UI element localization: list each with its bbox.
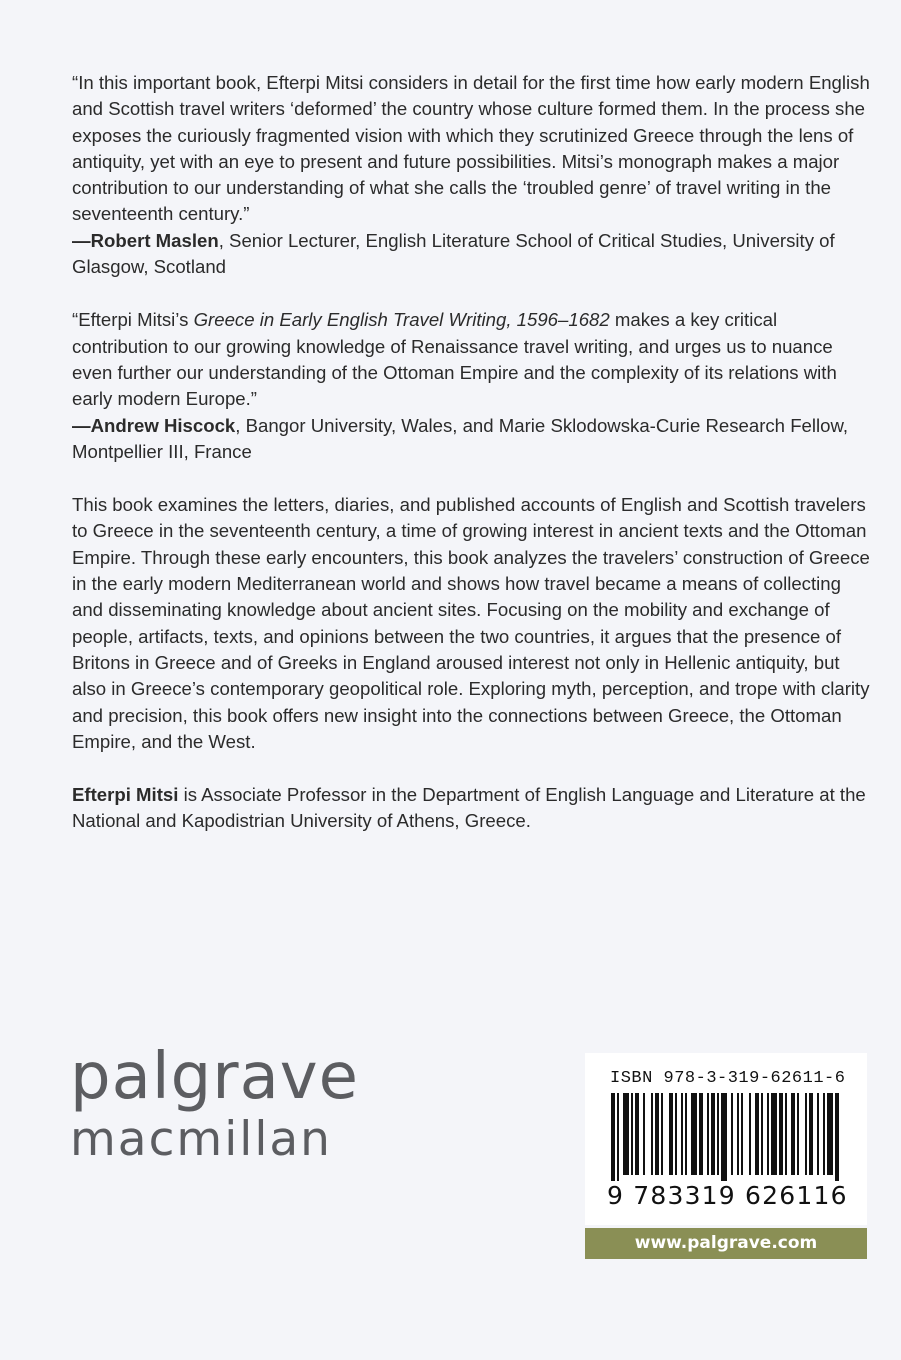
barcode-bar <box>741 1093 743 1175</box>
bio-text <box>72 782 872 835</box>
barcode-bar <box>631 1093 633 1175</box>
barcode-bar <box>835 1093 839 1181</box>
quote-text: “In this important book, Efterpi Mitsi considers in detail for the first time how early modern English and Scottish travel writers ‘deformed’ the country whose culture formed them. In the process she exposes the curiously fragmented vision with which they scrutinized Greece through the lens of antiquity, yet with an eye to present and future possibilities. Mitsi’s monograph makes a major contribution to our understanding of what she calls the ‘troubled genre’ of travel writing in the seventeenth century.” <box>72 72 870 225</box>
quote-text-before: “Efterpi Mitsi’s <box>72 309 194 331</box>
barcode-bar <box>749 1093 751 1175</box>
author-name: Efterpi Mitsi <box>72 784 179 806</box>
quote-affiliation: , Senior Lecturer, English Literature School of Critical Studies, University of Glasgow, Scotland <box>72 229 835 278</box>
barcode-bar <box>827 1093 833 1175</box>
review-quote-maslen <box>72 70 872 280</box>
review-quote-hiscock <box>72 307 872 465</box>
barcode-bar <box>797 1093 799 1175</box>
barcode-bar <box>617 1093 619 1181</box>
quote-author: —Robert Maslen <box>72 229 219 251</box>
barcode-bar <box>761 1093 763 1175</box>
quote-attribution <box>72 228 872 281</box>
publisher-website[interactable]: www.palgrave.com <box>585 1228 867 1259</box>
barcode-bar <box>691 1093 697 1175</box>
quote-affiliation: , Bangor University, Wales, and Marie Sklodowska-Curie Research Fellow, Montpellier III, France <box>72 414 849 462</box>
barcode-bar <box>623 1093 629 1175</box>
barcode-bar <box>755 1093 759 1175</box>
isbn-barcode <box>585 1053 867 1225</box>
barcode-bar <box>785 1093 787 1175</box>
barcode-bar <box>817 1093 819 1175</box>
bio-description: is Associate Professor in the Department of English Language and Literature at the National and Kapodistrian University of Athens, Greece. <box>72 784 866 832</box>
barcode-bar <box>685 1093 687 1175</box>
barcode-bar <box>681 1093 683 1175</box>
barcode-bar <box>737 1093 739 1175</box>
barcode-bar <box>791 1093 795 1175</box>
barcode-bar <box>655 1093 659 1175</box>
barcode-bar <box>717 1093 719 1175</box>
blurb-text: This book examines the letters, diaries, and published accounts of English and Scottish travelers to Greece in the seventeenth century, a time of growing interest in ancient texts and the Ottoman Empire. Through these early encounters, this book analyzes the travelers’ construction of Greece in the early modern Mediterranean world and shows how travel became a means of collecting and disseminating knowledge about ancient sites. Focusing on the mobility and exchange of people, artifacts, texts, and opinions between the two countries, it argues that the presence of Britons in Greece and of Greeks in England aroused interest not only in Hellenic antiquity, but also in Greece’s contemporary geopolitical role. Exploring myth, perception, and trope with clarity and precision, this book offers new insight into the connections between Greece, the Ottoman Empire, and the West. <box>72 494 870 752</box>
publisher-logo <box>70 1042 359 1168</box>
quote-text-after: makes a key critical contribution to our growing knowledge of Renaissance travel writing, and urges us to nuance even further our understanding of the Ottoman Empire and the complexity of its relations with early modern Europe.” <box>72 309 837 410</box>
barcode-bar <box>661 1093 663 1175</box>
barcode-bar <box>809 1093 813 1175</box>
quote-attribution <box>72 413 872 466</box>
isbn-label: ISBN 978-3-319-62611-6 <box>610 1069 846 1088</box>
barcode-bar <box>651 1093 653 1175</box>
logo-macmillan: macmillan <box>70 1112 332 1167</box>
barcode-bar <box>635 1093 639 1175</box>
quote-text <box>72 307 872 412</box>
barcode-bar <box>779 1093 783 1175</box>
barcode-bar <box>675 1093 677 1175</box>
barcode-bar <box>823 1093 825 1175</box>
book-description <box>72 492 872 755</box>
barcode-bar <box>771 1093 777 1175</box>
book-title: Greece in Early English Travel Writing, 1596–1682 <box>193 309 610 331</box>
quote-author: —Andrew Hiscock <box>72 414 236 436</box>
back-cover-text <box>72 70 872 862</box>
barcode-bar <box>611 1093 615 1181</box>
barcode-bar <box>643 1093 645 1175</box>
barcode-digits: 9 783319 626116 <box>607 1181 848 1210</box>
barcode-bar <box>669 1093 673 1175</box>
barcode-bar <box>711 1093 715 1175</box>
logo-palgrave: palgrave <box>70 1040 360 1114</box>
barcode-bar <box>707 1093 709 1175</box>
barcode-bar <box>767 1093 769 1175</box>
barcode-bar <box>699 1093 703 1175</box>
author-bio <box>72 782 872 835</box>
barcode-bar <box>805 1093 807 1175</box>
barcode-bars <box>605 1093 847 1181</box>
barcode-bar <box>731 1093 733 1175</box>
barcode-bar <box>721 1093 727 1181</box>
